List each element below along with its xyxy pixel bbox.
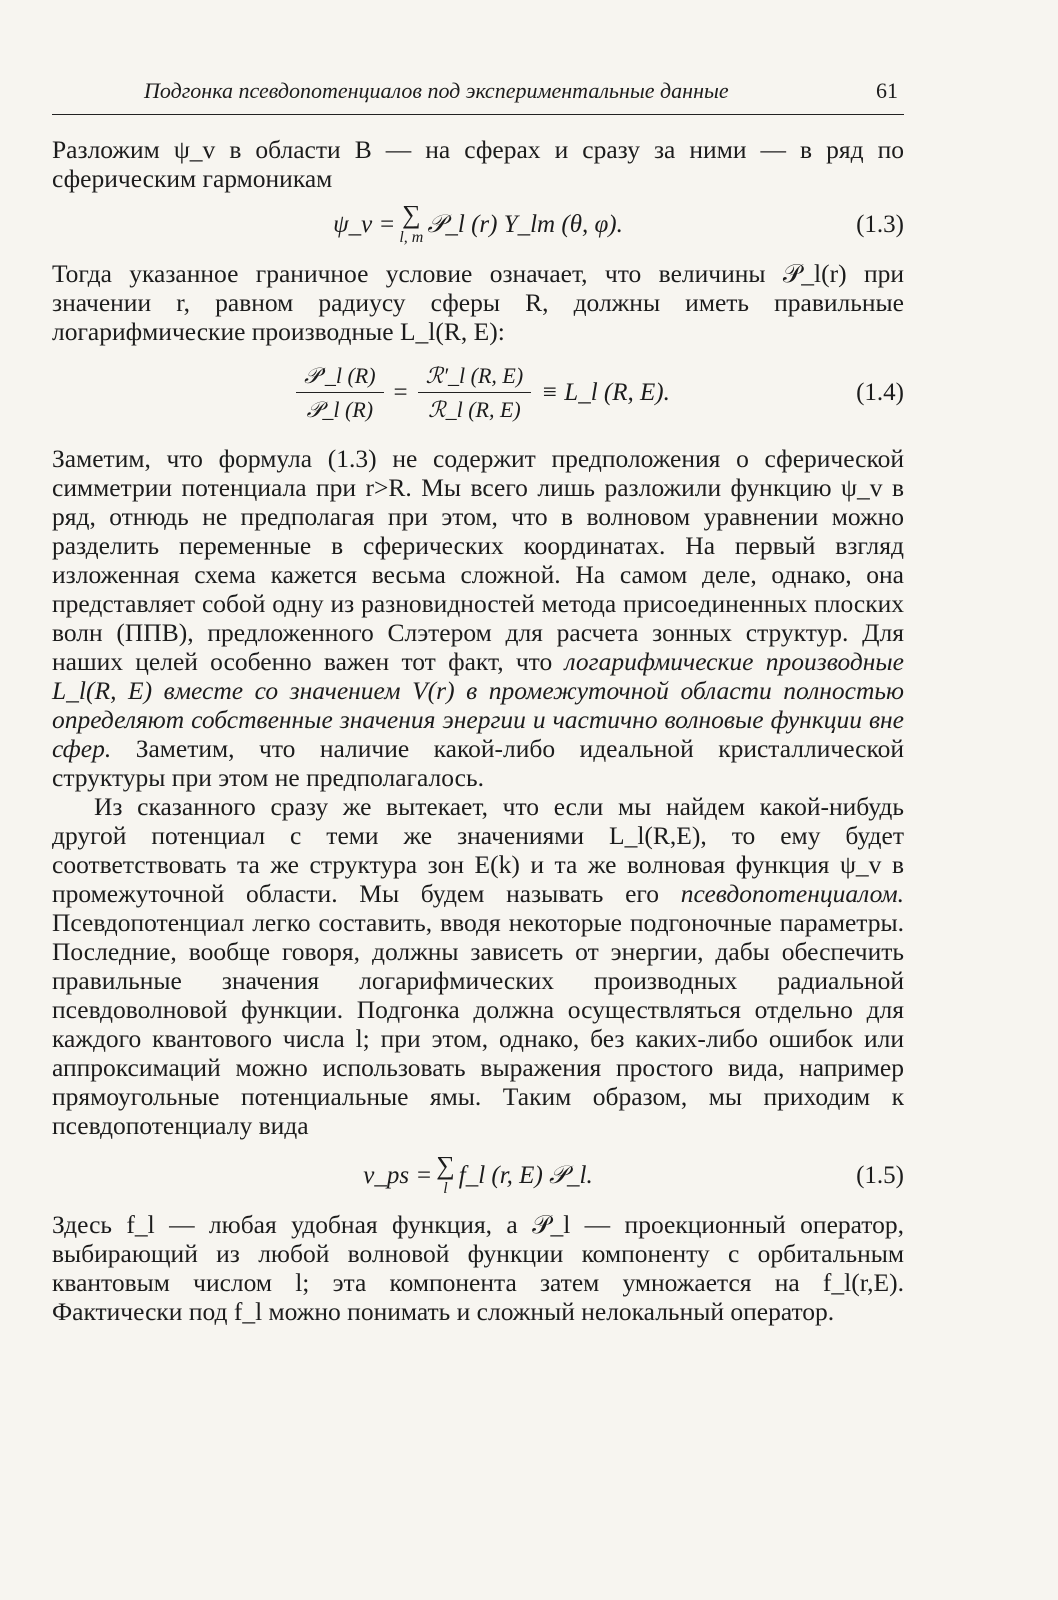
eq-1-5-number: (1.5) [856,1161,904,1189]
eq-1-5-rhs: f_l (r, E) 𝒫_l. [458,1161,593,1189]
eq-1-4-number: (1.4) [856,378,904,406]
equation-1-3 [52,195,904,253]
paragraph-1: Разложим ψ_v в области B — на сферах и сразу за ними — в ряд по сферическим гармоникам [52,135,904,193]
eq-1-4-equals: = [393,378,408,406]
paragraph-3-text-b: Заметим, что наличие какой-либо идеальной кристаллической структуры при этом не предполагалось. [52,734,904,792]
paragraph-4 [52,792,904,1140]
eq-1-5-lhs: v_ps = [363,1161,433,1189]
sum-symbol: ∑ l [436,1151,455,1197]
equation-1-5 [52,1144,904,1206]
paragraph-4-italic: псевдопотенциалом. [680,879,904,908]
eq-1-3-lhs: ψ_v = [333,210,396,238]
paragraph-4-text-a: Из сказанного сразу же вытекает, что если мы найдем какой-нибудь другой потенциал с теми же значениями L_l(R,E), то ему будет соответствовать та же структура зон E(k) и та же волновая функция ψ_v в промежуточной области. Мы будем называть его [52,792,904,908]
eq-1-4-frac2-denominator: ℛ_l (R, E) [428,396,521,422]
eq-1-4-frac2-numerator: ℛ′_l (R, E) [418,361,532,393]
equation-1-4 [52,346,904,438]
paragraph-2: Тогда указанное граничное условие означает, что величины 𝒫_l(r) при значении r, равном радиусу сферы R, должны иметь правильные логарифмические производные L_l(R, E): [52,259,904,346]
paragraph-4-text-b: Псевдопотенциал легко составить, вводя некоторые подгоночные параметры. Последние, вообще говоря, должны зависеть от энергии, дабы обеспечить правильные значения логарифмических производных радиальной псевдоволновой функции. Подгонка должна осуществляться отдельно для каждого квантового числа l; при этом, однако, без каких-либо ошибок или аппроксимаций можно использовать выражения простого вида, например прямоугольные потенциальные ямы. Таким образом, мы приходим к псевдопотенциалу вида [52,908,904,1140]
page-number: 61 [876,78,898,103]
eq-1-4-fraction-2 [418,361,532,424]
eq-1-4-frac1-numerator: 𝒫′_l (R) [296,361,383,393]
paragraph-3 [52,444,904,792]
eq-1-4-frac1-denominator: 𝒫_l (R) [306,396,374,422]
paragraph-3-italic: логарифмические производные L_l(R, E) вместе со значением V(r) в промежуточной области полностью определяют собственные значения энергии и частично волновые функции вне сфер. [52,647,904,763]
eq-1-4-rhs: ≡ L_l (R, E). [541,378,670,406]
sum-symbol: ∑ l, m [399,200,424,246]
paragraph-5: Здесь f_l — любая удобная функция, а 𝒫_l — проекционный оператор, выбирающий из любой волновой функции компоненту с орбитальным квантовым числом l; эта компонента затем умножается на f_l(r,E). Фактически под f_l можно понимать и сложный нелокальный оператор. [52,1210,904,1326]
eq-1-3-rhs: 𝒫_l (r) Y_lm (θ, φ). [427,210,623,238]
page [52,78,904,1326]
paragraph-3-text-a: Заметим, что формула (1.3) не содержит предположения о сферической симметрии потенциала при r>R. Мы всего лишь разложили функцию ψ_v в ряд, отнюдь не предполагая при этом, что в волновом уравнении можно разделить переменные в сферических координатах. На первый взгляд изложенная схема кажется весьма сложной. На самом деле, однако, она представляет собой одну из разновидностей метода присоединенных плоских волн (ППВ), предложенного Слэтером для расчета зонных структур. Для наших целей особенно важен тот факт, что [52,444,904,676]
body-text [52,135,904,1326]
eq-1-3-number: (1.3) [856,210,904,238]
running-head [52,78,904,115]
running-title: Подгонка псевдопотенциалов под экспериментальные данные [144,78,729,103]
eq-1-3-sum-index: l, m [399,229,424,246]
eq-1-5-sum-index: l [443,1180,448,1197]
eq-1-4-fraction-1 [296,361,383,424]
